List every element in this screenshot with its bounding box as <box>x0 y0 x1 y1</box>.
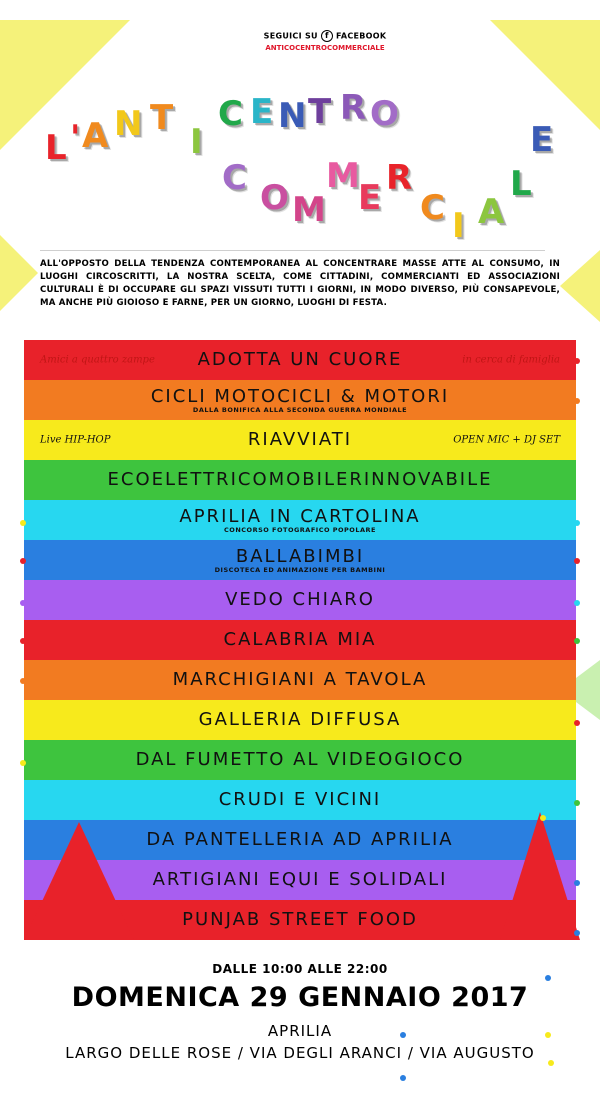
event-city: APRILIA <box>267 1022 333 1040</box>
activity-stripe <box>24 660 576 700</box>
title-letter: M <box>292 190 326 230</box>
activity-title: CRUDI E VICINI <box>218 789 382 810</box>
decor-dot <box>20 678 26 684</box>
activity-title: CALABRIA MIA <box>223 629 377 650</box>
title-letter: T <box>150 98 174 138</box>
title-letter: E <box>358 178 382 218</box>
follow-line <box>255 30 395 42</box>
title-letter: E <box>250 92 274 132</box>
activity-note-left: Amici a quattro zampe <box>40 354 155 366</box>
decor-dot <box>574 638 580 644</box>
decor-triangle-mid-left <box>0 235 38 311</box>
social-header <box>255 30 395 52</box>
decor-dot <box>20 558 26 564</box>
activity-stripe <box>24 620 576 660</box>
decor-dot <box>574 358 580 364</box>
decor-dot <box>574 880 580 886</box>
activity-stripe <box>24 380 576 420</box>
activity-title: CICLI MOTOCICLI & MOTORI <box>150 385 450 407</box>
decor-dot <box>400 1075 406 1081</box>
decor-dot <box>574 558 580 564</box>
activity-stripe <box>24 700 576 740</box>
decor-triangle-mid-right <box>560 250 600 322</box>
decor-triangle-bottom-left <box>24 822 134 940</box>
decor-dot <box>574 520 580 526</box>
activity-title: ARTIGIANI EQUI E SOLIDALI <box>152 869 448 890</box>
title-letter: O <box>260 178 289 218</box>
follow-label: SEGUICI SU <box>263 31 318 41</box>
decor-dot <box>20 520 26 526</box>
title-letter: O <box>370 94 399 134</box>
title-letter: T <box>308 92 332 132</box>
title-letter: R <box>386 158 413 198</box>
title-letter: I <box>190 122 203 162</box>
activity-title: ECOELETTRICOMOBILERINNOVABILE <box>107 469 493 490</box>
title-letter: A <box>478 192 505 232</box>
title-letter: L <box>510 164 532 204</box>
decor-dot <box>574 930 580 936</box>
activity-note-right: OPEN MIC + DJ SET <box>453 434 560 446</box>
event-address: LARGO DELLE ROSE / VIA DEGLI ARANCI / VIA AUGUSTO <box>65 1044 535 1062</box>
facebook-handle[interactable]: ANTICOCENTROCOMMERCIALE <box>265 44 385 52</box>
activity-title: RIAVVIATI <box>247 429 353 450</box>
intro-text: ALL'OPPOSTO DELLA TENDENZA CONTEMPORANEA AL CONCENTRARE MASSE ATTE AL CONSUMO, IN LUOGHI CIRCOSCRITTI, LA NOSTRA SCELTA, COME CITTADINI, COMMERCIANTI ED ASSOCIAZIONI CULTURALI È DI OCCUPARE GLI SPAZI VISSUTI TUTTI I GIORNI, IN MODO DIVERSO, PIÙ CONSAPEVOLE, MA ANCHE PIÙ GIOIOSO E FARNE, PER UN GIORNO, LUOGHI DI FESTA. <box>40 259 560 308</box>
activity-note-right: in cerca di famiglia <box>462 354 560 366</box>
activity-stripe <box>24 340 576 380</box>
title-letter: C <box>218 94 243 134</box>
activity-title: ADOTTA UN CUORE <box>197 349 403 370</box>
activity-stripe <box>24 420 576 460</box>
activity-stripe <box>24 740 576 780</box>
activity-title: VEDO CHIARO <box>225 589 375 610</box>
activity-title: BALLABIMBI <box>235 545 365 567</box>
title-letter: ' <box>70 118 81 158</box>
decor-dot <box>20 760 26 766</box>
title-letter: L <box>45 128 67 168</box>
title-letter: A <box>82 116 109 156</box>
activity-stripe <box>24 540 576 580</box>
activity-title: DA PANTELLERIA AD APRILIA <box>146 829 454 850</box>
activity-subtitle: DALLA BONIFICA ALLA SECONDA GUERRA MONDIALE <box>192 405 408 414</box>
title-letter: I <box>452 206 465 246</box>
activity-stripe <box>24 780 576 820</box>
decor-dot <box>574 720 580 726</box>
activity-subtitle: CONCORSO FOTOGRAFICO POPOLARE <box>224 525 376 534</box>
activity-title: APRILIA IN CARTOLINA <box>179 505 421 527</box>
title-letter: R <box>340 88 367 128</box>
title-letter: N <box>114 104 143 144</box>
activity-stripe <box>24 460 576 500</box>
decor-triangle-bottom-right <box>500 812 580 940</box>
decor-dot <box>574 600 580 606</box>
activity-stripe <box>24 500 576 540</box>
activity-title: GALLERIA DIFFUSA <box>198 709 402 730</box>
activity-stripe <box>24 580 576 620</box>
title-letter: N <box>278 96 307 136</box>
activity-note-left: Live HIP-HOP <box>40 434 111 446</box>
decor-dot <box>574 398 580 404</box>
event-date: DOMENICA 29 GENNAIO 2017 <box>71 982 529 1013</box>
facebook-label: FACEBOOK <box>335 31 387 41</box>
decor-dot <box>540 815 546 821</box>
title-letter: M <box>326 156 360 196</box>
title-letter: E <box>530 120 554 160</box>
decor-dot <box>20 638 26 644</box>
divider-line <box>40 250 545 251</box>
activity-title: PUNJAB STREET FOOD <box>182 909 418 930</box>
decor-dot <box>540 855 546 861</box>
activity-subtitle: DISCOTECA ED ANIMAZIONE PER BAMBINI <box>214 565 386 574</box>
event-hours: DALLE 10:00 ALLE 22:00 <box>212 962 388 976</box>
activity-title: MARCHIGIANI A TAVOLA <box>172 669 428 690</box>
decor-dot <box>20 600 26 606</box>
title-letter: C <box>222 158 247 198</box>
activity-title: DAL FUMETTO AL VIDEOGIOCO <box>135 749 465 770</box>
decor-triangle-top-right <box>490 20 600 130</box>
title-letter: C <box>420 188 445 228</box>
decor-dot <box>574 800 580 806</box>
facebook-icon: f <box>321 30 333 42</box>
